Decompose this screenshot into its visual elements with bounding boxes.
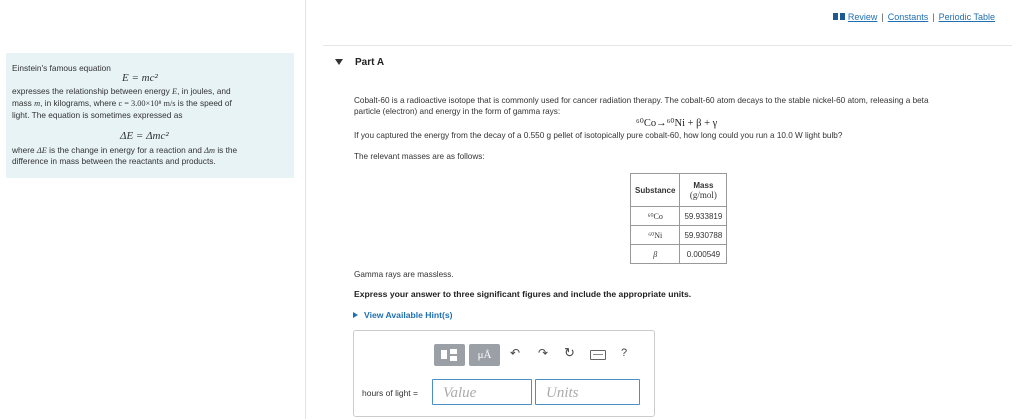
intro-line: Einstein's famous equation <box>12 63 111 73</box>
answer-label: hours of light = <box>362 388 418 398</box>
equation-emc2: E = mc² <box>122 72 158 84</box>
question-text: If you captured the energy from the decay of a 0.550 g pellet of isotopically pure cobalt-60, how long could you run a 10.0 W light bulb? <box>354 131 843 140</box>
answer-box <box>353 330 655 417</box>
review-link[interactable]: Review <box>847 12 878 22</box>
help-icon[interactable]: ? <box>621 347 628 359</box>
equation-delta: ΔE = Δmc² <box>120 130 169 142</box>
keyboard-icon[interactable] <box>590 350 606 360</box>
problem-text: particle (electron) and energy in the form of gamma rays: <box>354 107 561 116</box>
intro-box <box>6 53 294 178</box>
table-header: Substance <box>631 174 680 207</box>
intro-line: light. The equation is sometimes expressed as <box>12 110 183 120</box>
intro-line: expresses the relationship between energy E, in joules, and <box>12 86 231 96</box>
intro-line: mass m, in kilograms, where c = 3.00×10⁸ m/s is the speed of <box>12 98 232 108</box>
constants-link[interactable]: Constants <box>887 12 929 22</box>
intro-line: difference in mass between the reactants and products. <box>12 156 216 166</box>
value-input[interactable]: Value <box>432 379 532 405</box>
decay-reaction: ⁶⁰Co→⁶⁰Ni + β + γ <box>636 118 718 129</box>
top-links: Review | Constants | Periodic Table <box>833 12 995 22</box>
problem-text: Cobalt-60 is a radioactive isotope that is commonly used for cancer radiation therapy. The cobalt-60 atom decays to the stable nickel-60 atom, releasing a beta <box>354 96 929 105</box>
masses-intro: The relevant masses are as follows: <box>354 152 485 161</box>
units-symbol-button[interactable]: μÅ <box>469 344 500 366</box>
templates-button[interactable] <box>434 344 465 366</box>
table-row: ⁶⁰Ni 59.930788 <box>631 226 727 245</box>
expand-triangle-icon <box>353 312 358 318</box>
part-title[interactable]: Part A <box>355 57 385 68</box>
intro-line: where ΔE is the change in energy for a reaction and Δm is the <box>12 145 238 155</box>
gamma-note: Gamma rays are massless. <box>354 270 454 279</box>
undo-icon[interactable]: ↶ <box>510 346 521 360</box>
review-icon <box>833 13 845 20</box>
units-input[interactable]: Units <box>535 379 640 405</box>
table-row: β 0.000549 <box>631 245 727 264</box>
view-hints-link[interactable]: View Available Hint(s) <box>353 310 453 320</box>
periodic-table-link[interactable]: Periodic Table <box>938 12 995 22</box>
collapse-caret-icon[interactable] <box>335 59 343 65</box>
table-header: Mass (g/mol) <box>680 174 727 207</box>
reset-icon[interactable]: ↻ <box>564 345 575 360</box>
redo-icon[interactable]: ↷ <box>538 346 549 360</box>
left-panel <box>0 0 306 419</box>
table-row: ⁶⁰Co 59.933819 <box>631 207 727 226</box>
mass-table <box>630 173 727 264</box>
instruction-text: Express your answer to three significant figures and include the appropriate units. <box>354 289 692 299</box>
